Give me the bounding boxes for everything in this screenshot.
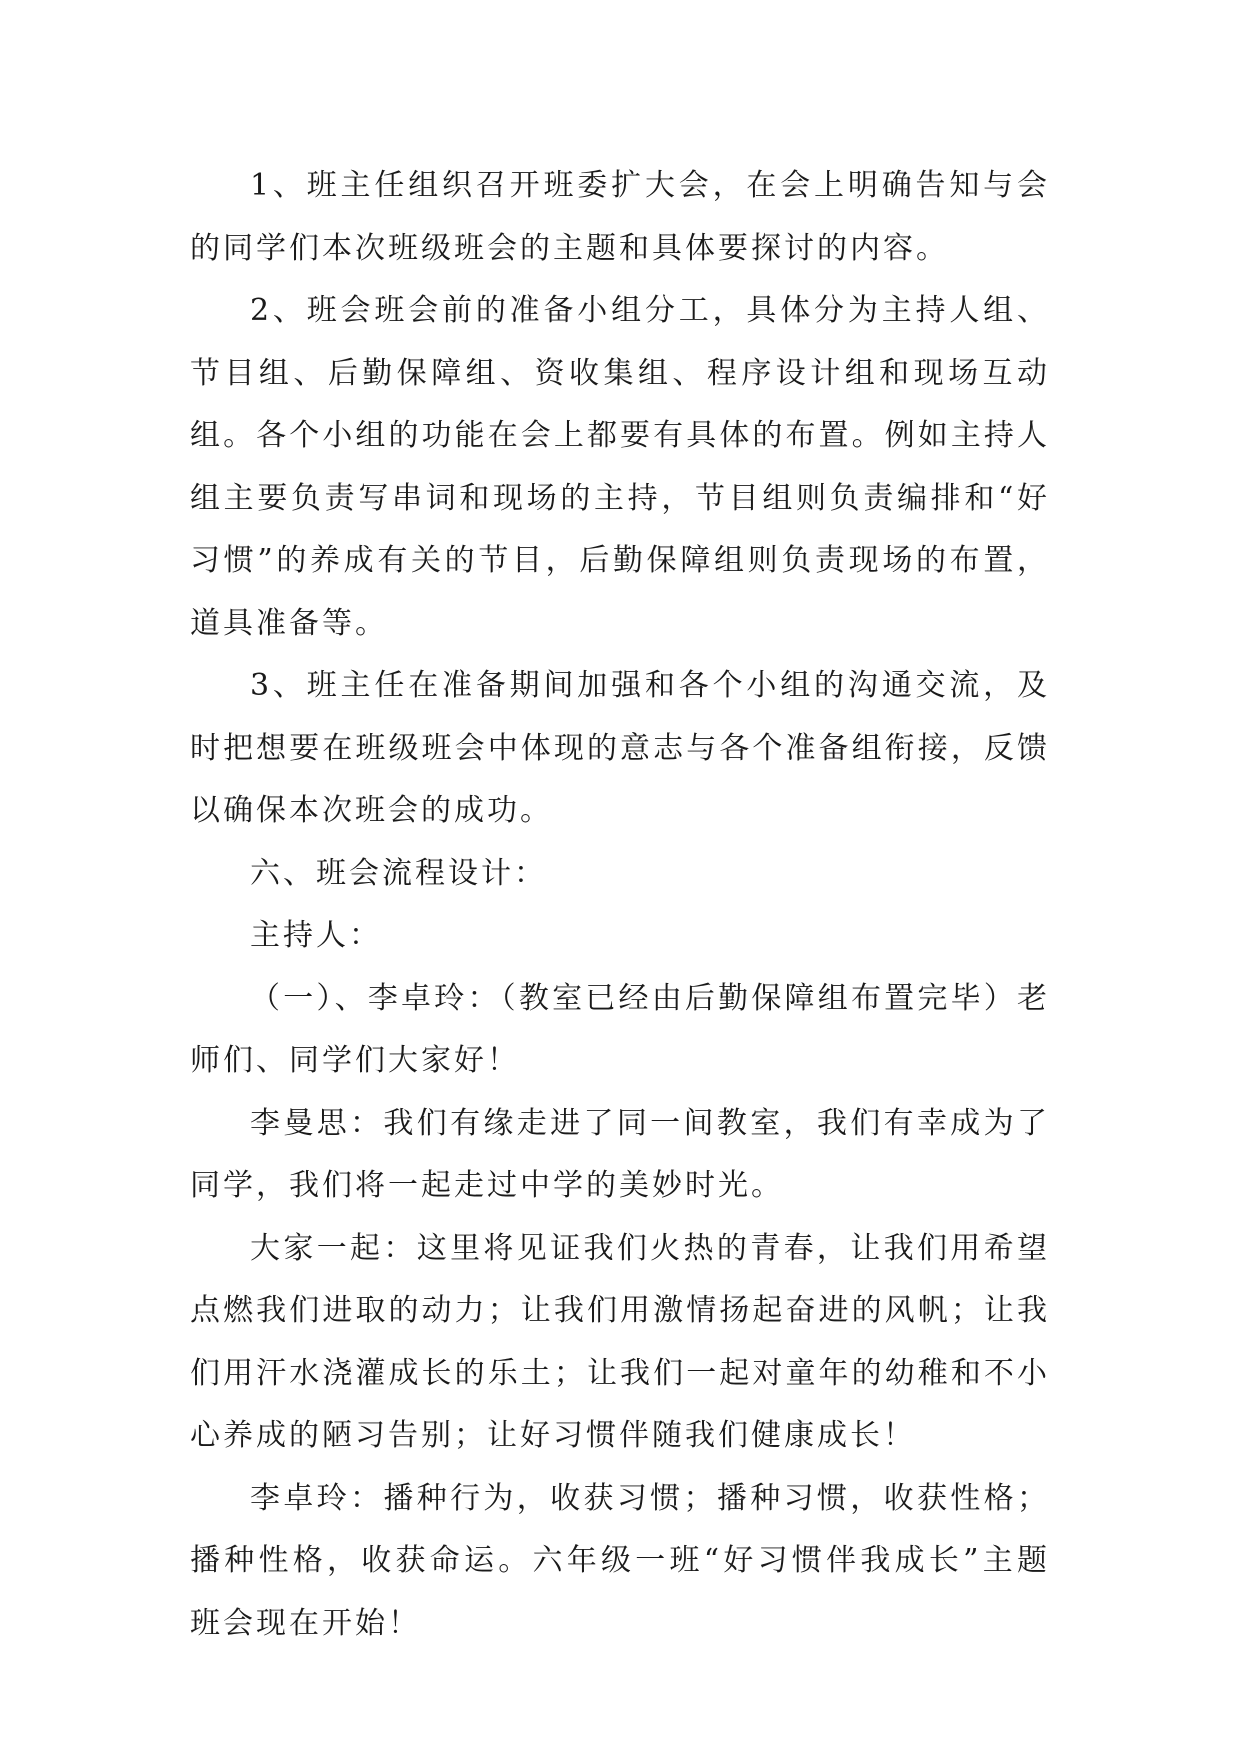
document-body xyxy=(190,155,1050,1655)
paragraph-host-li-mansi: 李曼思：我们有缘走进了同一间教室，我们有幸成为了同学，我们将一起走过中学的美妙时光。 xyxy=(190,1105,1050,1203)
paragraph-prep-step-3: 3、班主任在准备期间加强和各个小组的沟通交流，及时把想要在班级班会中体现的意志与各个准备组衔接，反馈以确保本次班会的成功。 xyxy=(190,668,1050,828)
section-heading-flow-design: 六、班会流程设计： xyxy=(250,855,547,891)
paragraph-host-li-zhuoling-opening: （一）、李卓玲：（教室已经由后勤保障组布置完毕）老师们、同学们大家好！ xyxy=(190,980,1050,1078)
paragraph-prep-step-2: 2、班会班会前的准备小组分工，具体分为主持人组、节目组、后勤保障组、资收集组、程序设计组和现场互动组。各个小组的功能在会上都要有具体的布置。例如主持人组主要负责写串词和现场的主持，节目组则负责编排和“好习惯”的养成有关的节目，后勤保障组则负责现场的布置，道具准备等。 xyxy=(190,293,1050,641)
paragraph-prep-step-1: 1、班主任组织召开班委扩大会，在会上明确告知与会的同学们本次班级班会的主题和具体要探讨的内容。 xyxy=(190,168,1050,266)
paragraph-everyone-together: 大家一起：这里将见证我们火热的青春，让我们用希望点燃我们进取的动力；让我们用激情扬起奋进的风帆；让我们用汗水浇灌成长的乐土；让我们一起对童年的幼稚和不小心养成的陋习告别；让好习惯伴随我们健康成长！ xyxy=(190,1230,1050,1453)
paragraph-host-li-zhuoling-start: 李卓玲：播种行为，收获习惯；播种习惯，收获性格；播种性格，收获命运。六年级一班“好习惯伴我成长”主题班会现在开始！ xyxy=(190,1480,1050,1641)
paragraph-hosts-label: 主持人： xyxy=(250,918,382,953)
